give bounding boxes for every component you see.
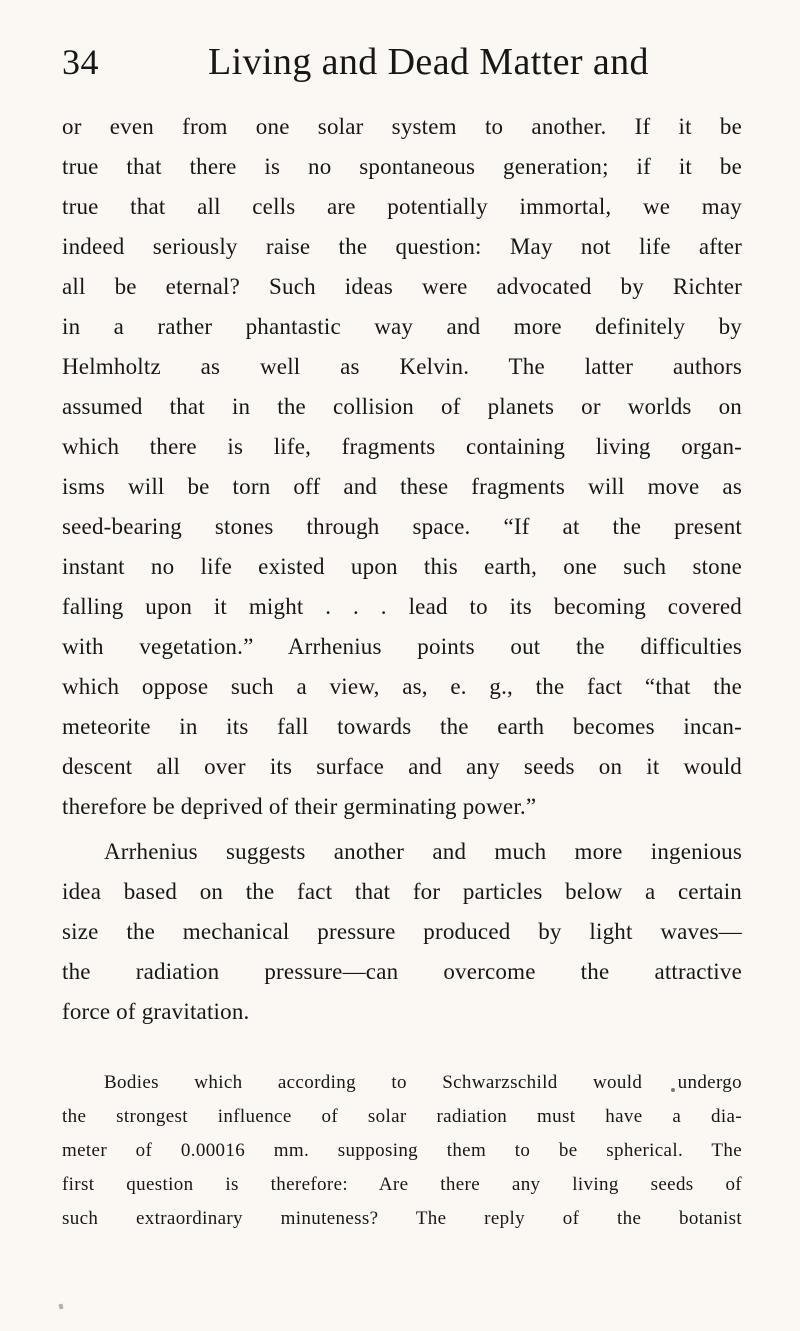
body-line: size the mechanical pressure produced by light waves— bbox=[62, 919, 742, 944]
body-line: seed-bearing stones through space. “If at the present bbox=[62, 514, 742, 539]
body-line: isms will be torn off and these fragments will move as bbox=[62, 474, 742, 499]
body-line: force of gravitation. bbox=[62, 999, 250, 1024]
body-line: true that there is no spontaneous generation; if it be bbox=[62, 154, 742, 179]
body-line: the radiation pressure—can overcome the attractive bbox=[62, 959, 742, 984]
footnote-line: first question is therefore: Are there any living seeds of bbox=[62, 1174, 742, 1195]
page-header bbox=[62, 38, 738, 86]
footnote-line: the strongest influence of solar radiation must have a dia- bbox=[62, 1106, 742, 1127]
body-line: meteorite in its fall towards the earth becomes incan- bbox=[62, 714, 742, 739]
body-line: or even from one solar system to another. If it be bbox=[62, 114, 742, 139]
body-line: all be eternal? Such ideas were advocated by Richter bbox=[62, 274, 742, 299]
body-line: idea based on the fact that for particles below a certain bbox=[62, 879, 742, 904]
footnote-line: Bodies which according to Schwarzschild would undergo bbox=[104, 1072, 742, 1093]
footnote-line: meter of 0.00016 mm. supposing them to be spherical. The bbox=[62, 1140, 742, 1161]
body-line: true that all cells are potentially immortal, we may bbox=[62, 194, 742, 219]
body-line: which there is life, fragments containing living organ- bbox=[62, 434, 742, 459]
body-line: Helmholtz as well as Kelvin. The latter authors bbox=[62, 354, 742, 379]
running-title: Living and Dead Matter and bbox=[208, 41, 649, 83]
paper-speck bbox=[59, 1304, 64, 1310]
body-line: in a rather phantastic way and more definitely by bbox=[62, 314, 742, 339]
body-line: Arrhenius suggests another and much more ingenious bbox=[104, 839, 742, 864]
body-line: descent all over its surface and any seeds on it would bbox=[62, 754, 742, 779]
body-line: instant no life existed upon this earth, one such stone bbox=[62, 554, 742, 579]
body-line: which oppose such a view, as, e. g., the fact “that the bbox=[62, 674, 742, 699]
body-line: indeed seriously raise the question: May not life after bbox=[62, 234, 742, 259]
body-line: falling upon it might . . . lead to its becoming covered bbox=[62, 594, 742, 619]
body-line: assumed that in the collision of planets or worlds on bbox=[62, 394, 742, 419]
footnote-line: such extraordinary minuteness? The reply of the botanist bbox=[62, 1208, 742, 1229]
body-line: with vegetation.” Arrhenius points out the difficulties bbox=[62, 634, 742, 659]
page-number: 34 bbox=[62, 42, 99, 82]
body-line: therefore be deprived of their germinating power.” bbox=[62, 794, 537, 819]
